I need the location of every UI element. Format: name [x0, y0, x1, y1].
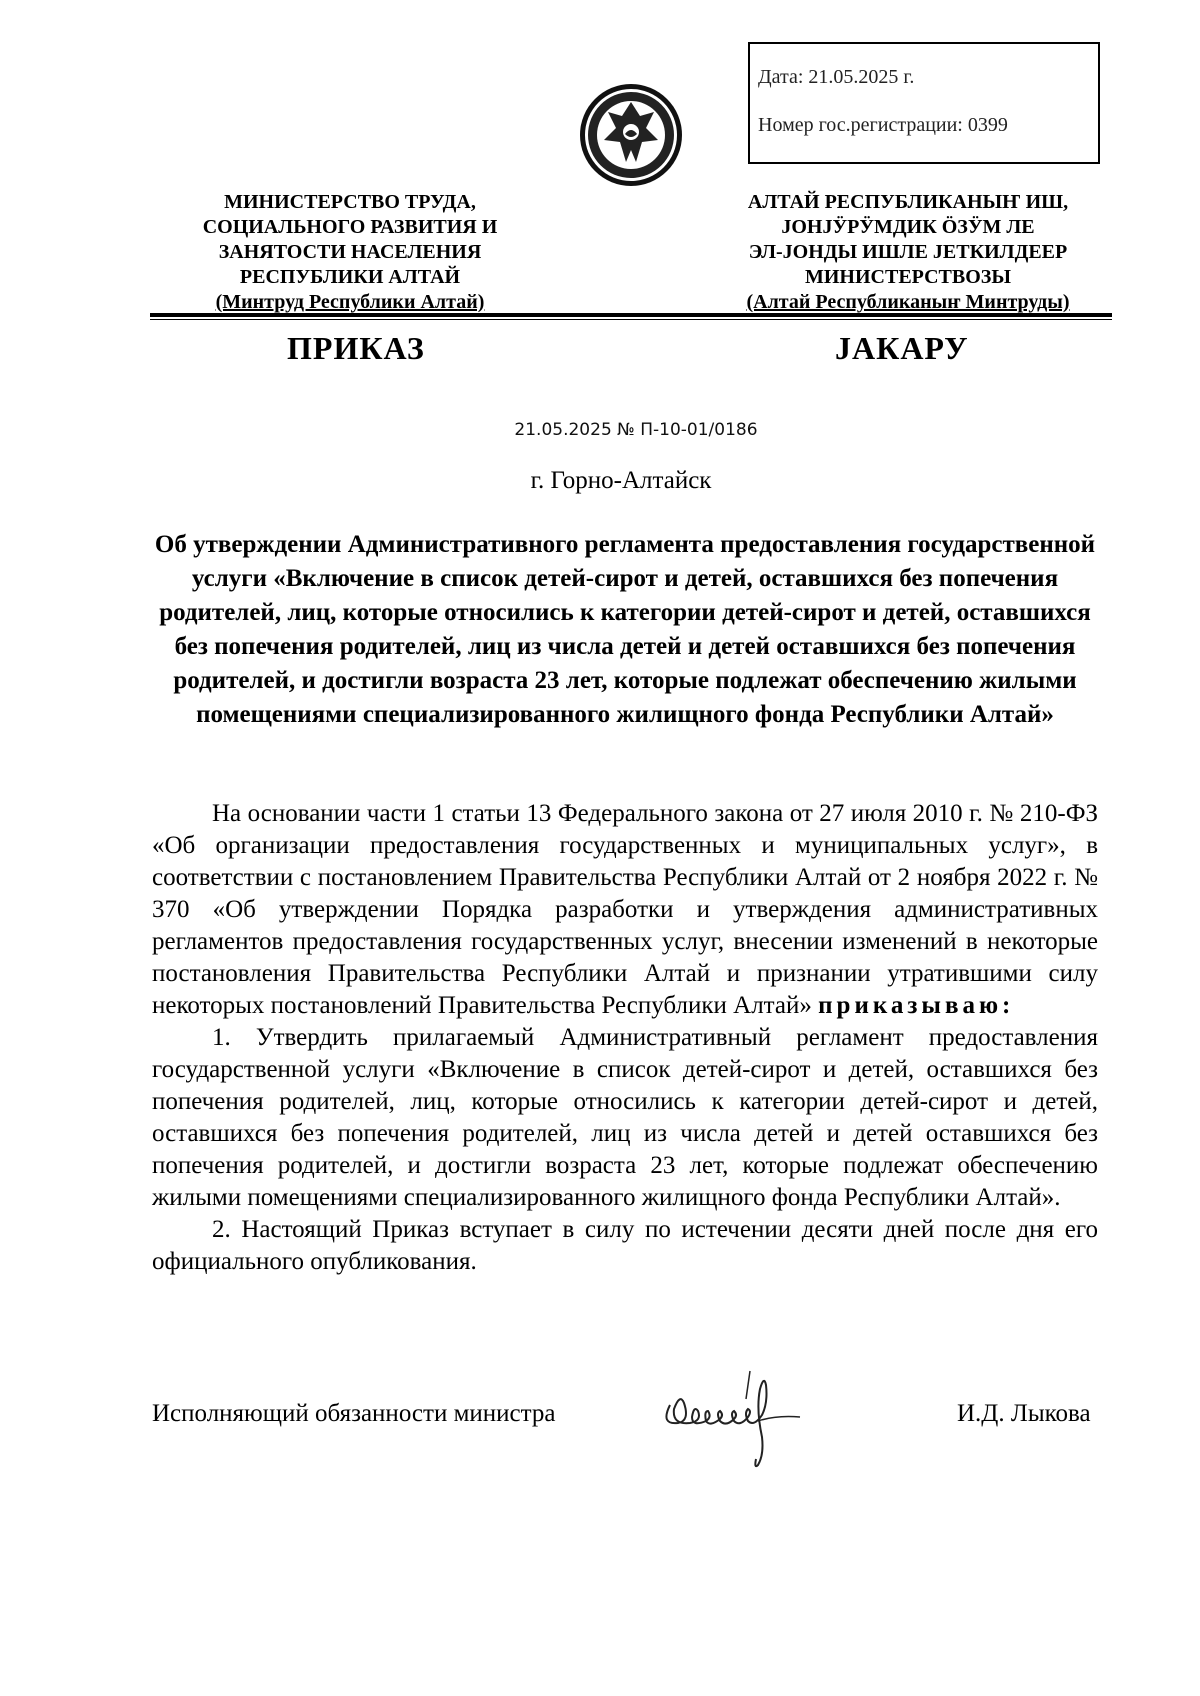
- doc-kind-russian: ПРИКАЗ: [287, 330, 425, 366]
- header-rule-thin: [150, 319, 1112, 320]
- signatory-role: Исполняющий обязанности министра: [152, 1400, 556, 1427]
- org-alt-short-name: (Алтай Республиканыҥ Минтруды): [746, 291, 1070, 313]
- org-alt-line-2: ЈОНЈӰРӰМДИК ÖЗӰМ ЛЕ: [781, 216, 1035, 238]
- org-ru-line-2: СОЦИАЛЬНОГО РАЗВИТИЯ И: [202, 216, 498, 238]
- org-ru-line-3: ЗАНЯТОСТИ НАСЕЛЕНИЯ: [218, 241, 482, 263]
- preamble-text: На основании части 1 статьи 13 Федерального закона от 27 июля 2010 г. № 210-ФЗ «Об организации предоставления государственных и муниципальных услуг», в соответствии с постановлением Правительства Республики Алтай от 2 ноября 2022 г. № 370 «Об утверждении Порядка разработки и утверждения административных регламентов предоставления государственных услуг, внесении изменений в некоторые постановления Правительства Республики Алтай и признании утратившими силу некоторых постановлений Правительства Республики Алтай»: [152, 800, 1098, 1019]
- doc-number: 21.05.2025 № П-10-01/0186: [514, 420, 758, 440]
- registration-number: Номер гос.регистрации: 0399: [758, 114, 1008, 136]
- order-word: приказываю:: [818, 992, 1015, 1019]
- org-alt-line-4: МИНИСТЕРСТВОЗЫ: [804, 266, 1011, 288]
- org-ru-short-name: (Минтруд Республики Алтай): [215, 291, 485, 313]
- doc-kind-altai: ЈАКАРУ: [835, 330, 969, 366]
- signatory-name: И.Д. Лыкова: [957, 1400, 1091, 1427]
- registration-stamp: [748, 42, 1100, 164]
- org-alt-line-3: ЭЛ-ЈОНДЫ ИШЛЕ ЈЕТКИЛДЕЕР: [748, 241, 1068, 263]
- doc-title: Об утверждении Административного регламента предоставления государственной услуги «Включение в список детей-сирот и детей, оставшихся без попечения родителей, лиц, которые относились к категории детей-сирот и детей, оставшихся без попечения родителей, лиц из числа детей и детей оставшихся без попечения родителей, и достигли возраста 23 лет, которые подлежат обеспечению жилыми помещениями специализированного жилищного фонда Республики Алтай»: [154, 531, 1096, 728]
- item-1: 1. Утвердить прилагаемый Административный регламент предоставления государственной услуги «Включение в список детей-сирот и детей, оставшихся без попечения родителей, лиц, которые относились к категории детей-сирот и детей, оставшихся без попечения родителей, лиц из числа детей и детей оставшихся без попечения родителей, и достигли возраста 23 лет, которые подлежат обеспечению жилыми помещениями специализированного жилищного фонда Республики Алтай».: [152, 1024, 1098, 1211]
- doc-city: г. Горно-Алтайск: [530, 467, 712, 494]
- handwritten-signature: [650, 1365, 840, 1475]
- org-alt-line-1: АЛТАЙ РЕСПУБЛИКАНЫҤ ИШ,: [747, 191, 1069, 213]
- doc-body: [152, 798, 1098, 1278]
- header-rule-thick: [150, 313, 1112, 317]
- org-ru-line-1: МИНИСТЕРСТВО ТРУДА,: [224, 191, 476, 213]
- registration-date: Дата: 21.05.2025 г.: [758, 66, 915, 88]
- item-2: 2. Настоящий Приказ вступает в силу по истечении десяти дней после дня его официального опубликования.: [152, 1216, 1098, 1275]
- org-name-russian: [150, 190, 550, 315]
- org-name-altai: [698, 190, 1118, 315]
- altai-republic-emblem-icon: [578, 82, 684, 188]
- org-ru-line-4: РЕСПУБЛИКИ АЛТАЙ: [239, 266, 461, 288]
- preamble-paragraph: [152, 798, 1098, 1022]
